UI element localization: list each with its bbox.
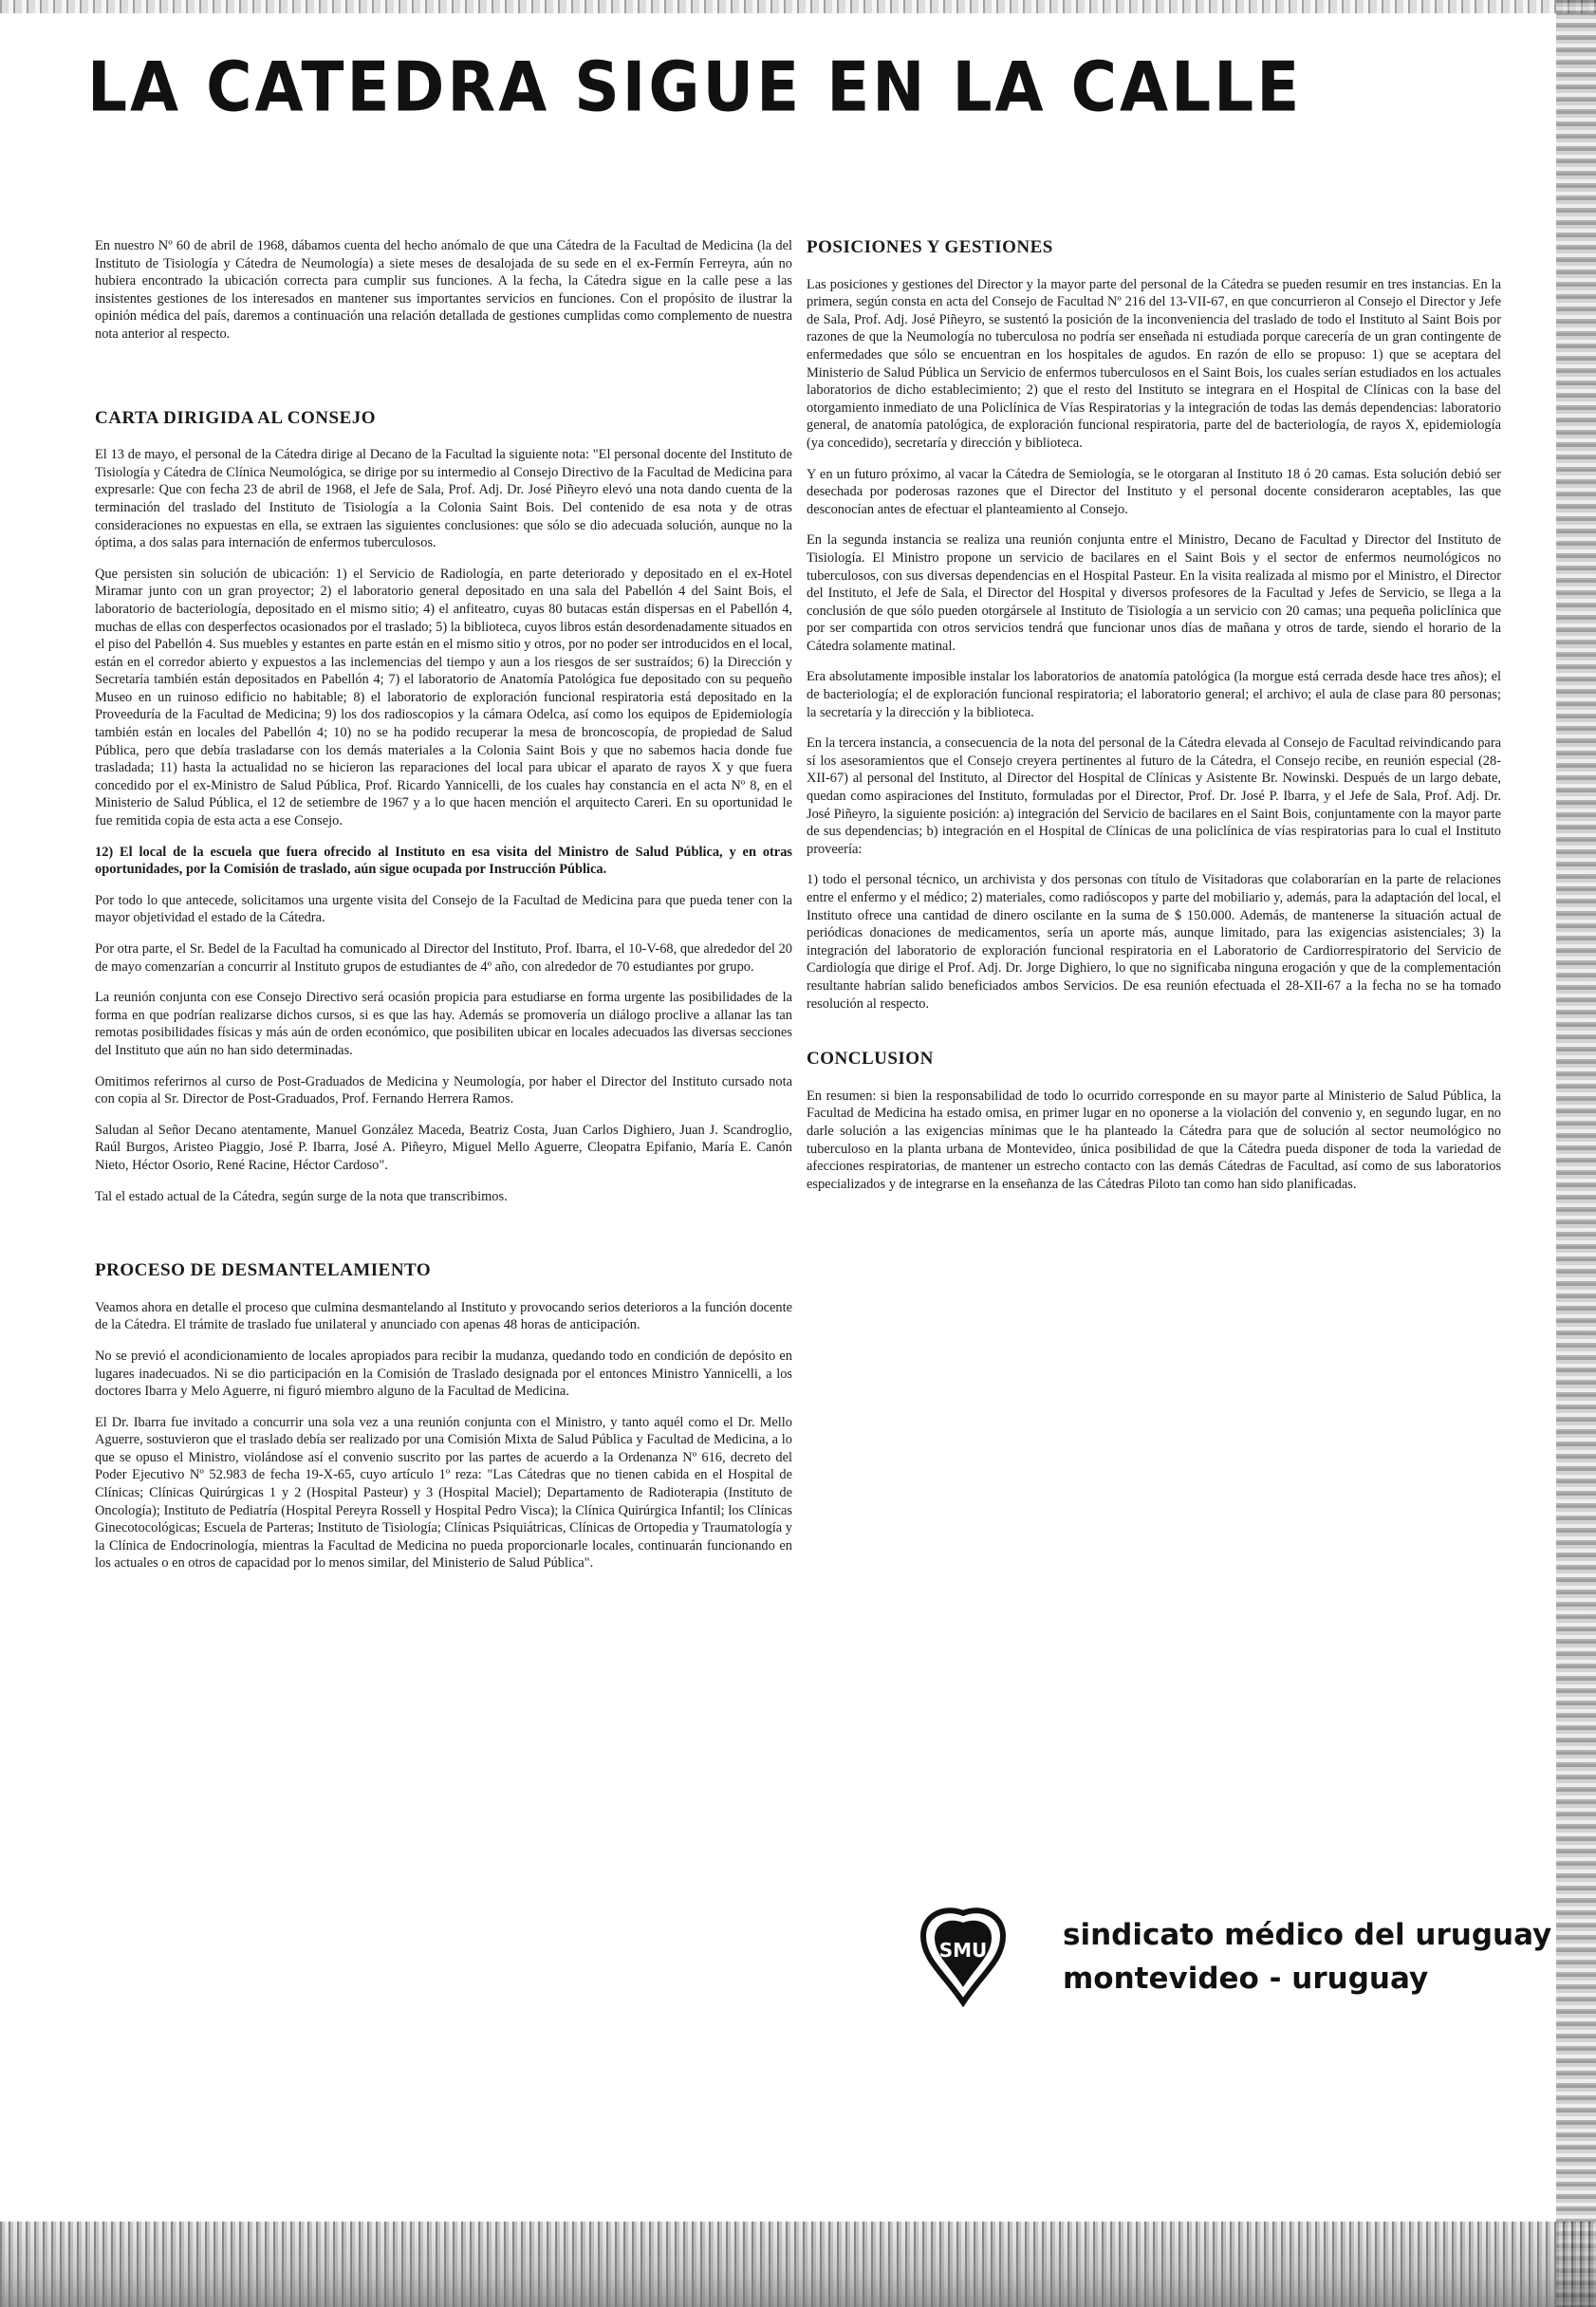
scan-edge-bottom [0,2222,1596,2307]
carta-paragraph: El 13 de mayo, el personal de la Cátedra dirige al Decano de la Facultad la siguiente nota: "El personal docente del Instituto de Tisiología y Cátedra de Clínica Neumológica, se dirige por su intermedio al Consejo Directivo de la Facultad de Medicina para expresarle: Que con fecha 23 de abril de 1968, el Jefe de Sala, Prof. Adj. Dr. José Piñeyro elevó una nota dando cuenta de la terminación del traslado del Instituto de Tisiología a la Colonia Saint Bois. Del contenido de esa nota y de otras consideraciones no expuestas en ella, se extraen las siguientes conclusiones: que sólo se dio adecuada solución, aunque no la óptima, a dos salas para internación de enfermos tuberculosos. [95,447,792,551]
posiciones-paragraph: 1) todo el personal técnico, un archivista y dos personas con título de Visitadoras que colaborarían en la parte de relaciones entre el enfermo y el médico; 2) materiales, como radióscopos y parte del mobiliario y, además, para la adaptación del local, el Instituto ofrece una cantidad de dinero oscilante en la suma de $ 150.000. Además, de mantenerse la situación actual de periódicas donaciones de medicamentos, sería un aporte más, aunque limitado, para las exigencias asistenciales; 3) la integración del laboratorio de exploración funcional respiratoria en el Laboratorio de Cardiorrespiratorio del Servicio de Cardiología que dirige el Prof. Adj. Dr. Jorge Dighiero, lo que no significaba ninguna erogación y que de la complementación resultante habrían salido beneficiados ambos Servicios. De esa reunión efectuada el 28-XII-67 a la fecha no se ha tomado resolución al respecto. [807,872,1501,1012]
posiciones-paragraph: Y en un futuro próximo, al vacar la Cátedra de Semiología, se le otorgaran al Instituto 18 ó 20 camas. Esta solución debió ser desechada por poderosas razones que el Director del Instituto y el personal docente consideraron aceptables, las que desconocían antes de efectuar el planteamiento al Consejo. [807,466,1501,517]
carta-paragraph: Por otra parte, el Sr. Bedel de la Facultad ha comunicado al Director del Instituto, Prof. Ibarra, el 10-V-68, que alrededor del 20 de mayo comenzarían a concurrir al Instituto grupos de estudiantes de 4º año, con alrededor de 70 estudiantes por grupo. [95,941,792,975]
scan-edge-right [1556,0,1596,2307]
left-column [95,237,792,1586]
scan-edge-top [0,0,1596,13]
carta-paragraph: La reunión conjunta con ese Consejo Directivo será ocasión propicia para estudiarse en forma urgente las posibilidades de la forma en que podrían realizarse dichos cursos, si es que las hay. Además se promovería un diálogo proclive a allanar las tan remotas posibilidades físicas y más aún de orden económico, que posibiliten ubicar en locales adecuados las diversas secciones del Instituto que aún no han sido determinadas. [95,990,792,1058]
org-name: sindicato médico del uruguay [1063,1918,1552,1952]
proceso-paragraph: No se previó el acondicionamiento de locales apropiados para recibir la mudanza, quedando todo en condición de depósito en lugares inadecuados. Ni se dio participación en la Comisión de Traslado designada por el entonces Ministro Yannicelli, a los doctores Ibarra y Melo Aguerre, ni figuró miembro alguno de la Facultad de Medicina. [95,1348,792,1400]
section-title-proceso: PROCESO DE DESMANTELAMIENTO [95,1260,432,1281]
carta-paragraph: Que persisten sin solución de ubicación: 1) el Servicio de Radiología, en parte deteriorado y depositado en el ex-Hotel Miramar junto con un gran proyector; 2) el laboratorio general depositado en una sala del Pabellón 4 del Saint Bois, el laboratorio de bacteriología, depositado en el mismo sitio; 4) el anfiteatro, cuyas 80 butacas están dispersas en el Pabellón 4, muchas de ellas con desperfectos ocasionados por el traslado; 5) la biblioteca, cuyos libros están desordenadamente situados en el piso del Pabellón 4. Sus muebles y estantes en parte están en el mismo sitio y otros, por no poder ser introducidos en el local, están en el corredor abierto y expuestos a las inclemencias del tiempo y aun a los riesgos de ser sustraídos; 6) la Dirección y Secretaría también están depositados en Pabellón 4; 7) el laboratorio de Anatomía Patológica fue depositado con su pequeño Museo en un ruinoso edificio no habitable; 8) el laboratorio de exploración funcional respiratoria está depositado en la Proveeduría de la Facultad de Medicina; 9) los dos radioscopios y la cámara Odelca, así como los equipos de Epidemiología también están en locales del Pabellón 4; 10) no se ha podido recuperar la mesa de broncoscopía, de propiedad de Salud Pública, pero que debía trasladarse con los demás materiales a la Colonia Saint Bois y que no sabemos hacia donde fue trasladada; 11) hasta la actualidad no se hicieron las reparaciones del local para ubicar el aparato de rayos X y que fuera concedido por el ex-Ministro de Salud Pública, Prof. Ricardo Yannicelli, de los cuales hay constancia en el acta Nº 8, en el Ministerio de Salud Pública, el 12 de setiembre de 1967 y a lo que hacen mención el arquitecto Careri. En su oportunidad le fue remitida copia de esta acta a ese Consejo. [95,566,792,829]
posiciones-paragraph: Las posiciones y gestiones del Director y la mayor parte del personal de la Cátedra se pueden resumir en tres instancias. En la primera, según consta en acta del Consejo de Facultad Nº 216 del 13-VII-67, en que concurrieron al Consejo el Director y Jefe de Sala, Prof. Adj. José Piñeyro, se sustentó la posición de la inconveniencia del traslado de todo el Instituto al Saint Bois por razones de que la Neumología no tuberculosa no podría ser enseñada ni estudiada porque carecería de un gran contingente de enfermedades que sólo se encuentran en los hospitales de agudos. En razón de ello se propuso: 1) que se aceptara del Ministerio de Salud Pública un Servicio de enfermos tuberculosos en el Saint Bois, los cuales serían estudiados en los actuales laboratorios de dicho establecimiento; 2) que el resto del Instituto se integrara en el Hospital de Clínicas con la base del otorgamiento inmediato de una Policlínica de Vías Respiratorias y la integración de todas las demás dependencias: laboratorio general, de anatomía patológica, de exploración funcional respiratoria, parte del de bacteriología, de rayos X, epidemiología (ya concedido), secretaría y dirección y biblioteca. [807,276,1501,451]
carta-paragraph: Omitimos referirnos al curso de Post-Graduados de Medicina y Neumología, por haber el Director del Instituto cursado nota con copia al Sr. Director de Post-Graduados, Prof. Fernando Herrera Ramos. [95,1073,792,1107]
right-column [807,239,1501,1206]
carta-paragraph: Tal el estado actual de la Cátedra, según surge de la nota que transcribimos. [95,1188,508,1204]
carta-paragraph: 12) El local de la escuela que fuera ofrecido al Instituto en esa visita del Ministro de Salud Pública, y en otras oportunidades, por la Comisión de traslado, aún sigue ocupada por Instrucción Pública. [95,844,792,878]
posiciones-paragraph: Era absolutamente imposible instalar los laboratorios de anatomía patológica (la morgue está cerrada desde hace tres años); el de bacteriología; el de exploración funcional respiratoria; el laboratorio general; el archivo; el aula de clase para 80 personas; la secretaría y la dirección y la biblioteca. [807,669,1501,720]
carta-paragraph: Por todo lo que antecede, solicitamos una urgente visita del Consejo de la Facultad de Medicina para que pueda tener con la mayor objetividad el estado de la Cátedra. [95,892,792,926]
page-headline: LA CATEDRA SIGUE EN LA CALLE [87,47,1303,128]
smu-logo-icon [916,1907,1011,2007]
section-title-carta: CARTA DIRIGIDA AL CONSEJO [95,407,377,428]
org-location: montevideo - uruguay [1063,1962,1429,1996]
section-title-conclusion: CONCLUSION [807,1049,934,1070]
organization-brand [1063,1913,1551,2000]
proceso-paragraph: Veamos ahora en detalle el proceso que culmina desmantelando al Instituto y provocando serios deterioros a la función docente de la Cátedra. El trámite de traslado fue unilateral y anunciado con apenas 48 horas de anticipación. [95,1299,792,1333]
conclusion-paragraph: En resumen: si bien la responsabilidad de todo lo ocurrido corresponde en su mayor parte al Ministerio de Salud Pública, la Facultad de Medicina ha estado omisa, en primer lugar en no oponerse a la violación del convenio y, en segundo lugar, en no darle solución a las exigencias mínimas que le ha planteado la Cátedra para que de solución al sector neumológico no tuberculoso en la planta urbana de Montevideo, única posibilidad de que la Cátedra pueda disponer de toda la variedad de afecciones respiratorias, de mantener un estrecho contacto con las demás Cátedras de Facultad, así como de sus laboratorios especializados y de integrarse en la enseñanza de las Cátedras Piloto tan como han sido planificadas. [807,1088,1501,1192]
intro-paragraph: En nuestro Nº 60 de abril de 1968, dábamos cuenta del hecho anómalo de que una Cátedra de la Facultad de Medicina (la del Instituto de Tisiología y Cátedra de Neumología) a siete meses de desalojada de su sede en el ex-Fermín Ferreyra, aún no hubiera encontrado la ubicación correcta para cumplir sus funciones. A la fecha, la Cátedra sigue en la calle pese a las insistentes gestiones de los interesados en mantener sus importantes servicios en funciones. Con el propósito de ilustrar la opinión médica del país, daremos a continuación una relación detallada de gestiones cumplidas como complemento de nuestra nota anterior al respecto. [95,238,792,342]
posiciones-paragraph: En la segunda instancia se realiza una reunión conjunta entre el Ministro, Decano de Facultad y Director del Instituto de Tisiología. El Ministro propone un servicio de bacilares en el Saint Bois y el sector de enfermos neumológicos no tuberculosos, con sus diversas dependencias en el Hospital Pasteur. En la visita realizada al mismo por el Ministro, el Director del Instituto, el Jefe de Sala, el Director del Hospital y diversos profesores de la Facultad y Jefes de Servicio, se llega a la conclusión de que sólo pueden otorgársele al Instituto de Tisiología a un servicio con 20 camas; una pequeña policlínica que por ser compartida con otros servicios tendrá que funcionar unos días de mañana y otros de tarde, siendo el horario de la Cátedra solamente matinal. [807,532,1501,654]
logo-text: SMU [938,1939,988,1962]
posiciones-paragraph: En la tercera instancia, a consecuencia de la nota del personal de la Cátedra elevada al Consejo de Facultad reivindicando para sí los asesoramientos que el Consejo creyera pertinentes al futuro de la Cátedra, el Consejo recibe, en reunión especial (28-XII-67) al personal del Instituto, al Director del Hospital de Clínicas y Asistente Br. Nowinski. Después de un largo debate, quedan como aspiraciones del Instituto, formuladas por el Director, Prof. Dr. José P. Ibarra, y el Jefe de Sala, Prof. Adj. Dr. José Piñeyro, la siguiente posición: a) integración del Servicio de bacilares en el Saint Bois, conjuntamente con la mayor parte de sus dependencias; b) integración en el Hospital de Clínicas de una policlínica de vías respiratorias para lo cual el Instituto proveería: [807,735,1501,857]
proceso-paragraph: El Dr. Ibarra fue invitado a concurrir una sola vez a una reunión conjunta con el Ministro, y tanto aquél como el Dr. Mello Aguerre, sostuvieron que el traslado debía ser realizado por una Comisión Mixta de Salud Pública y Facultad de Medicina, a lo que se opuso el Ministro, violándose así el convenio suscrito por las partes de acuerdo a la Ordenanza Nº 616, decreto del Poder Ejecutivo Nº 52.983 de fecha 19-X-65, cuyo artículo 1º reza: "Las Cátedras que no tienen cabida en el Hospital de Clínicas; Clínicas Quirúrgicas 1 y 2 (Hospital Pasteur) y 3 (Hospital Maciel); Departamento de Radioterapia (Instituto de Oncología); Instituto de Pediatría (Hospital Pereyra Rossell y Hospital Pedro Visca); la Clínica Quirúrgica Infantil; los Clínicas Ginecotocológicas; Escuela de Parteras; Instituto de Tisiología; Clínicas Psiquiátricas, Clínicas de Ortopedia y Traumatología y la Clínica de Endocrinología, mientras la Facultad de Medicina no pueda proporcionarle locales, continuarán funcionando en los actuales o en otros de capacidad por lo menos similar, del Ministerio de Salud Pública". [95,1414,792,1572]
section-title-posiciones: POSICIONES Y GESTIONES [807,237,1053,257]
carta-paragraph: Saludan al Señor Decano atentamente, Manuel González Maceda, Beatriz Costa, Juan Carlos Dighiero, Juan J. Scandroglio, Raúl Burgos, Aristeo Piaggio, José P. Ibarra, José A. Piñeyro, Miguel Mello Aguerre, Cleopatra Epifanio, María E. Canón Nieto, Héctor Osorio, René Racine, Héctor Cardoso". [95,1122,792,1173]
